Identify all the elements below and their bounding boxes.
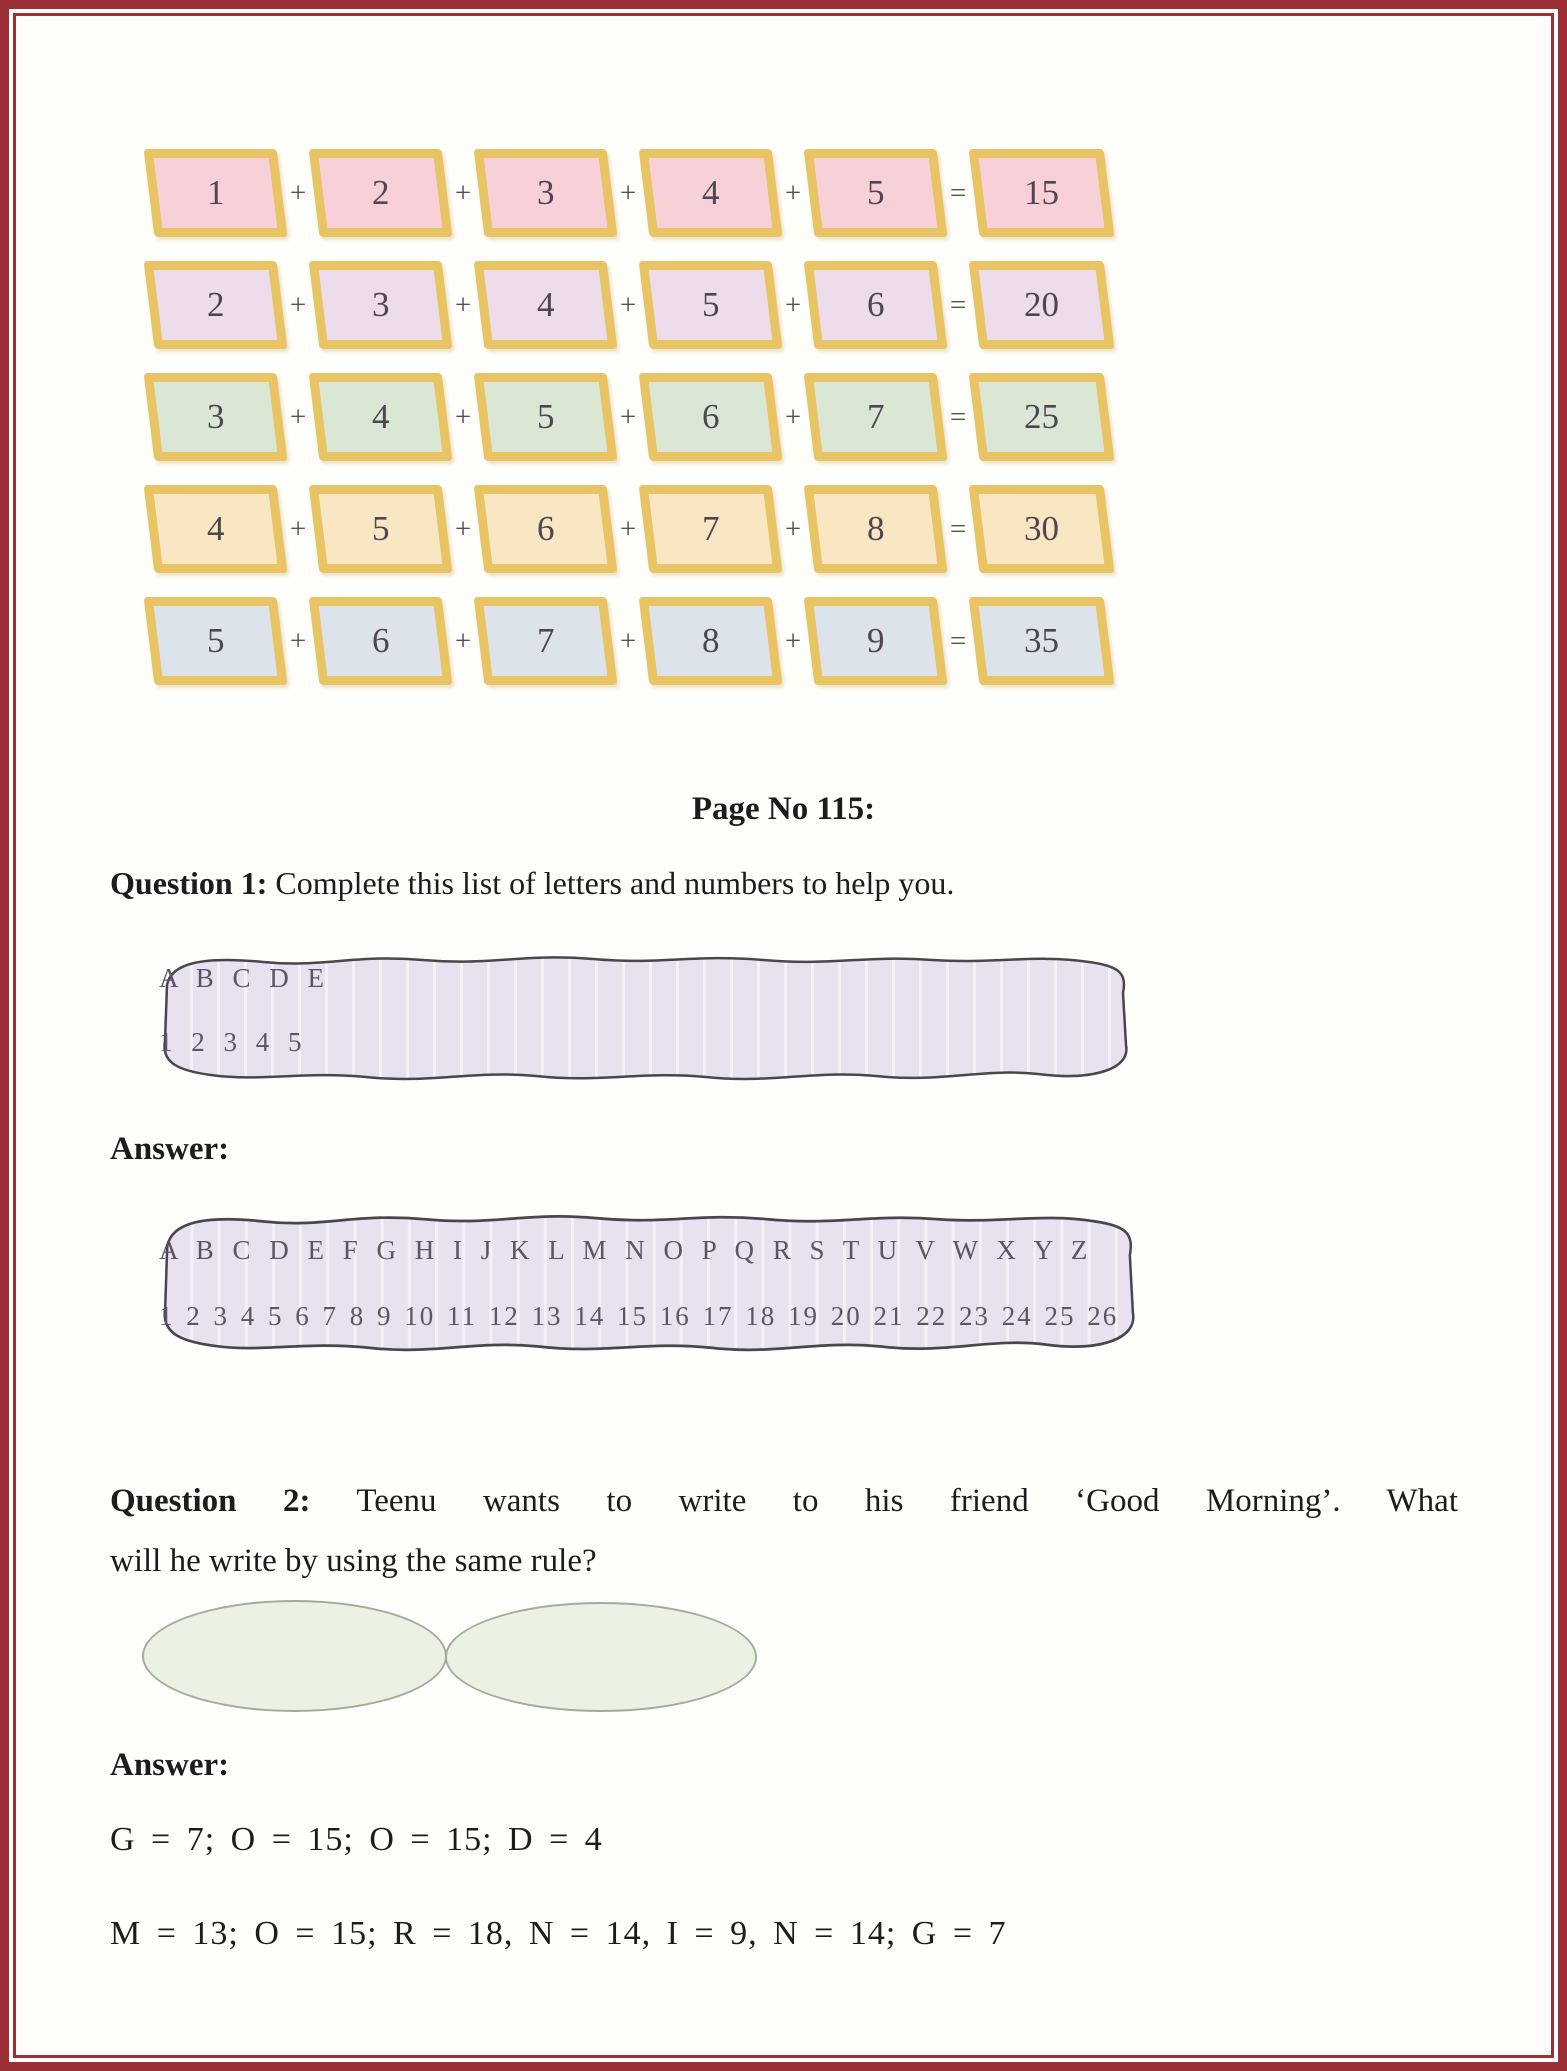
box2-letters: A B C D E F G H I J K L M N O P Q R S T U V W X Y Z (159, 1235, 1094, 1265)
answer-key-box-full (139, 1205, 1151, 1363)
cell-number: 8 (866, 509, 885, 548)
equation-row-1 (149, 149, 1109, 237)
addend-cell (804, 597, 948, 685)
addend-cell (639, 261, 783, 349)
cell-number: 30 (1024, 509, 1059, 548)
page-title: Page No 115: (691, 791, 876, 827)
equals-sign: = (949, 624, 967, 657)
question-2-line-1 (110, 1471, 1458, 1531)
addend-cell (144, 373, 288, 461)
wavy-box-shape (139, 1205, 1151, 1363)
cell-number: 2 (371, 173, 390, 212)
cell-number: 4 (371, 397, 390, 436)
cell-number: 8 (701, 621, 720, 660)
equation-row-5 (149, 597, 1109, 685)
addend-cell (474, 485, 618, 573)
addend-cell (309, 485, 453, 573)
equals-sign: = (949, 512, 967, 545)
answer-2-line-2: M = 13; O = 15; R = 18, N = 14, I = 9, N = 14; G = 7 (110, 1915, 1007, 1952)
result-cell (969, 485, 1115, 573)
question-1-text: Complete this list of letters and numbers to help you. (267, 865, 955, 901)
addend-cell (144, 485, 288, 573)
addend-cell (639, 597, 783, 685)
plus-sign: + (289, 624, 307, 657)
plus-sign: + (619, 512, 637, 545)
plus-sign: + (784, 176, 802, 209)
addend-cell (144, 261, 288, 349)
cell-number: 6 (536, 509, 555, 548)
result-cell (969, 261, 1115, 349)
result-cell (969, 149, 1115, 237)
addend-cell (474, 373, 618, 461)
addend-cell (144, 149, 288, 237)
cell-number: 7 (866, 397, 885, 436)
question-2-line-2: will he write by using the same rule? (110, 1543, 597, 1579)
box2-numbers: 1 2 3 4 5 6 7 8 9 10 11 12 13 14 15 16 17 18 19 20 21 22 23 24 25 26 (159, 1301, 1119, 1331)
cell-number: 5 (536, 397, 555, 436)
plus-sign: + (454, 400, 472, 433)
question-1-label: Question 1: (110, 865, 268, 901)
result-cell (969, 597, 1115, 685)
plus-sign: + (784, 288, 802, 321)
answer-key-box-partial (139, 947, 1144, 1091)
plus-sign: + (289, 288, 307, 321)
cell-number: 5 (371, 509, 390, 548)
question-2-label: Question 2: (110, 1483, 311, 1519)
addend-cell (309, 597, 453, 685)
cell-number: 4 (701, 173, 720, 212)
cell-number: 7 (536, 621, 555, 660)
plus-sign: + (619, 288, 637, 321)
cell-number: 4 (206, 509, 225, 548)
plus-sign: + (454, 512, 472, 545)
answer-oval-right (445, 1602, 757, 1712)
cell-number: 3 (536, 173, 555, 212)
cell-number: 20 (1024, 285, 1059, 324)
cell-number: 6 (371, 621, 390, 660)
cell-number: 5 (866, 173, 885, 212)
plus-sign: + (784, 624, 802, 657)
equation-row-3 (149, 373, 1109, 461)
addend-cell (639, 149, 783, 237)
question-2-text: Teenu wants to write to his friend ‘Good Morning’. What (310, 1483, 1458, 1519)
cell-number: 25 (1024, 397, 1059, 436)
equation-row-4 (149, 485, 1109, 573)
cell-number: 3 (206, 397, 225, 436)
plus-sign: + (454, 288, 472, 321)
addend-cell (804, 261, 948, 349)
plus-sign: + (454, 176, 472, 209)
plus-sign: + (289, 176, 307, 209)
addend-cell (639, 373, 783, 461)
equals-sign: = (949, 288, 967, 321)
cell-number: 9 (866, 621, 885, 660)
addend-cell (639, 485, 783, 573)
addend-cell (309, 149, 453, 237)
question-1 (110, 865, 954, 902)
equals-sign: = (949, 400, 967, 433)
plus-sign: + (454, 624, 472, 657)
addend-cell (474, 149, 618, 237)
question-2 (110, 1471, 1458, 1591)
result-cell (969, 373, 1115, 461)
cell-number: 5 (701, 285, 720, 324)
cell-number: 1 (206, 173, 225, 212)
box1-numbers: 1 2 3 4 5 (159, 1027, 308, 1057)
plus-sign: + (289, 512, 307, 545)
plus-sign: + (784, 512, 802, 545)
addend-cell (804, 485, 948, 573)
addend-cell (309, 373, 453, 461)
cell-number: 4 (536, 285, 555, 324)
cell-number: 6 (701, 397, 720, 436)
cell-number: 7 (701, 509, 720, 548)
cell-number: 5 (206, 621, 225, 660)
addend-cell (144, 597, 288, 685)
plus-sign: + (784, 400, 802, 433)
box1-letters: A B C D E (159, 963, 331, 993)
cell-number: 2 (206, 285, 225, 324)
addend-cell (309, 261, 453, 349)
answer-oval-left (142, 1600, 447, 1712)
plus-sign: + (289, 400, 307, 433)
answer-2-line-1: G = 7; O = 15; O = 15; D = 4 (110, 1821, 603, 1858)
cell-number: 6 (866, 285, 885, 324)
addend-cell (804, 373, 948, 461)
cell-number: 3 (371, 285, 390, 324)
plus-sign: + (619, 400, 637, 433)
equals-sign: = (949, 176, 967, 209)
answer-2-label: Answer: (110, 1747, 230, 1783)
answer-1-label: Answer: (110, 1131, 230, 1167)
addend-cell (474, 597, 618, 685)
plus-sign: + (619, 176, 637, 209)
cell-number: 15 (1024, 173, 1059, 212)
cell-number: 35 (1024, 621, 1059, 660)
equation-row-2 (149, 261, 1109, 349)
addend-cell (474, 261, 618, 349)
addend-cell (804, 149, 948, 237)
plus-sign: + (619, 624, 637, 657)
